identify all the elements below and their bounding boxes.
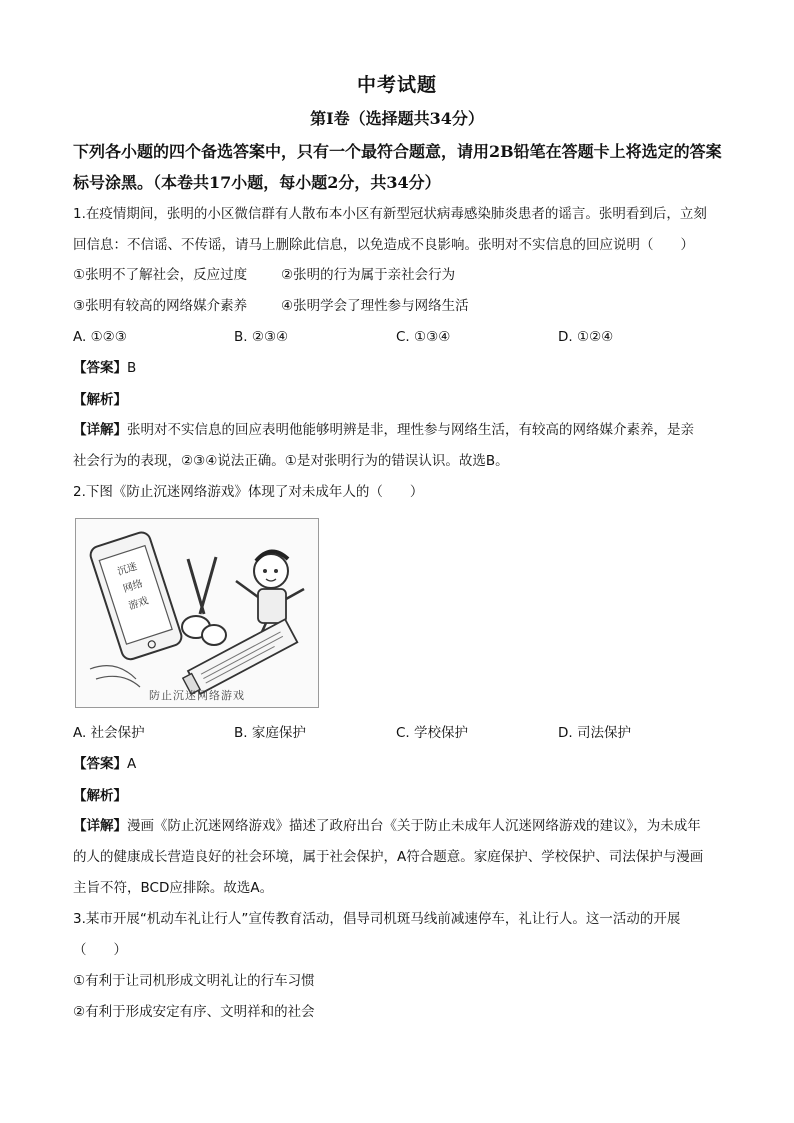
- q1-stem-line-2: 回信息：不信谣、不传谣，请马上删除此信息，以免造成不良影响。张明对不实信息的回应说明（ ）: [73, 237, 694, 253]
- q1-answer-value: B: [127, 360, 137, 376]
- q2-option-c: C. 学校保护: [396, 725, 469, 741]
- q2-stem: 2.下图《防止沉迷网络游戏》体现了对未成年人的（ ）: [73, 484, 424, 500]
- q3-stem-line-1: 3.某市开展“机动车礼让行人”宣传教育活动，倡导司机斑马线前减速停车，礼让行人。这一活动的开展: [73, 911, 681, 927]
- phone-text-2: 网络: [121, 578, 145, 596]
- q3-statement-1: ①有利于让司机形成文明礼让的行车习惯: [73, 973, 315, 989]
- q2-analysis-tag: [73, 787, 127, 805]
- q3-statement-2: ②有利于形成安定有序、文明祥和的社会: [73, 1004, 315, 1020]
- section-subtitle: 第Ⅰ卷（选择题共34分）: [310, 109, 484, 128]
- q2-detail-line-1: [73, 817, 701, 835]
- cartoon-drawing: [76, 519, 318, 707]
- q1-answer-tag: 【答案】: [73, 360, 127, 376]
- phone-text-3: 游戏: [127, 595, 150, 613]
- q1-option-d: D. ①②④: [558, 329, 614, 345]
- q1-detail-line-2: 社会行为的表现，②③④说法正确。①是对张明行为的错误认识。故选B。: [73, 453, 509, 469]
- q2-answer: [73, 755, 136, 773]
- q2-analysis-label: 【解析】: [73, 788, 127, 804]
- page-title: 中考试题: [356, 74, 437, 96]
- q2-option-d: D. 司法保护: [558, 725, 631, 741]
- q1-analysis-tag: [73, 391, 127, 409]
- q1-detail-line-1: [73, 421, 694, 439]
- q1-statement-2: ②张明的行为属于亲社会行为: [281, 267, 456, 283]
- instruction-line-2: 标号涂黑。（本卷共17小题，每小题2分，共34分）: [73, 173, 441, 192]
- q1-detail-text-1: 张明对不实信息的回应表明他能够明辨是非，理性参与网络生活，有较高的网络媒介素养，是亲: [127, 422, 694, 438]
- q2-answer-value: A: [127, 756, 137, 772]
- q2-answer-tag: 【答案】: [73, 756, 127, 772]
- cartoon-image: [75, 518, 319, 708]
- q3-stem-line-2: （ ）: [73, 942, 127, 958]
- q2-detail-text-1: 漫画《防止沉迷网络游戏》描述了政府出台《关于防止未成年人沉迷网络游戏的建议》，为未成年: [127, 818, 701, 834]
- q2-detail-line-2: 的人的健康成长营造良好的社会环境，属于社会保护，A符合题意。家庭保护、学校保护、司法保护与漫画: [73, 849, 704, 865]
- q2-option-a: A. 社会保护: [73, 725, 145, 741]
- q2-option-b: B. 家庭保护: [234, 725, 306, 741]
- q2-detail-tag: 【详解】: [73, 818, 127, 834]
- q1-stem-line-1: 1.在疫情期间，张明的小区微信群有人散布本小区有新型冠状病毒感染肺炎患者的谣言。张明看到后，立刻: [73, 206, 707, 222]
- q1-statement-1: ①张明不了解社会，反应过度: [73, 267, 248, 283]
- q2-detail-line-3: 主旨不符，BCD应排除。故选A。: [73, 880, 274, 896]
- q1-statement-4: ④张明学会了理性参与网络生活: [281, 298, 469, 314]
- q1-analysis-label: 【解析】: [73, 392, 127, 408]
- phone-text-1: 沉迷: [116, 561, 139, 579]
- scissors-illustration: [182, 557, 226, 645]
- cartoon-caption: 防止沉迷网络游戏: [149, 689, 245, 702]
- q1-option-c: C. ①③④: [396, 329, 451, 345]
- q1-option-a: A. ①②③: [73, 329, 127, 345]
- q1-statement-3: ③张明有较高的网络媒介素养: [73, 298, 248, 314]
- q1-detail-tag: 【详解】: [73, 422, 127, 438]
- phone-illustration: [88, 530, 183, 661]
- q1-answer: [73, 359, 136, 377]
- instruction-line-1: 下列各小题的四个备选答案中，只有一个最符合题意，请用2B铅笔在答题卡上将选定的答案: [73, 142, 722, 161]
- q1-option-b: B. ②③④: [234, 329, 289, 345]
